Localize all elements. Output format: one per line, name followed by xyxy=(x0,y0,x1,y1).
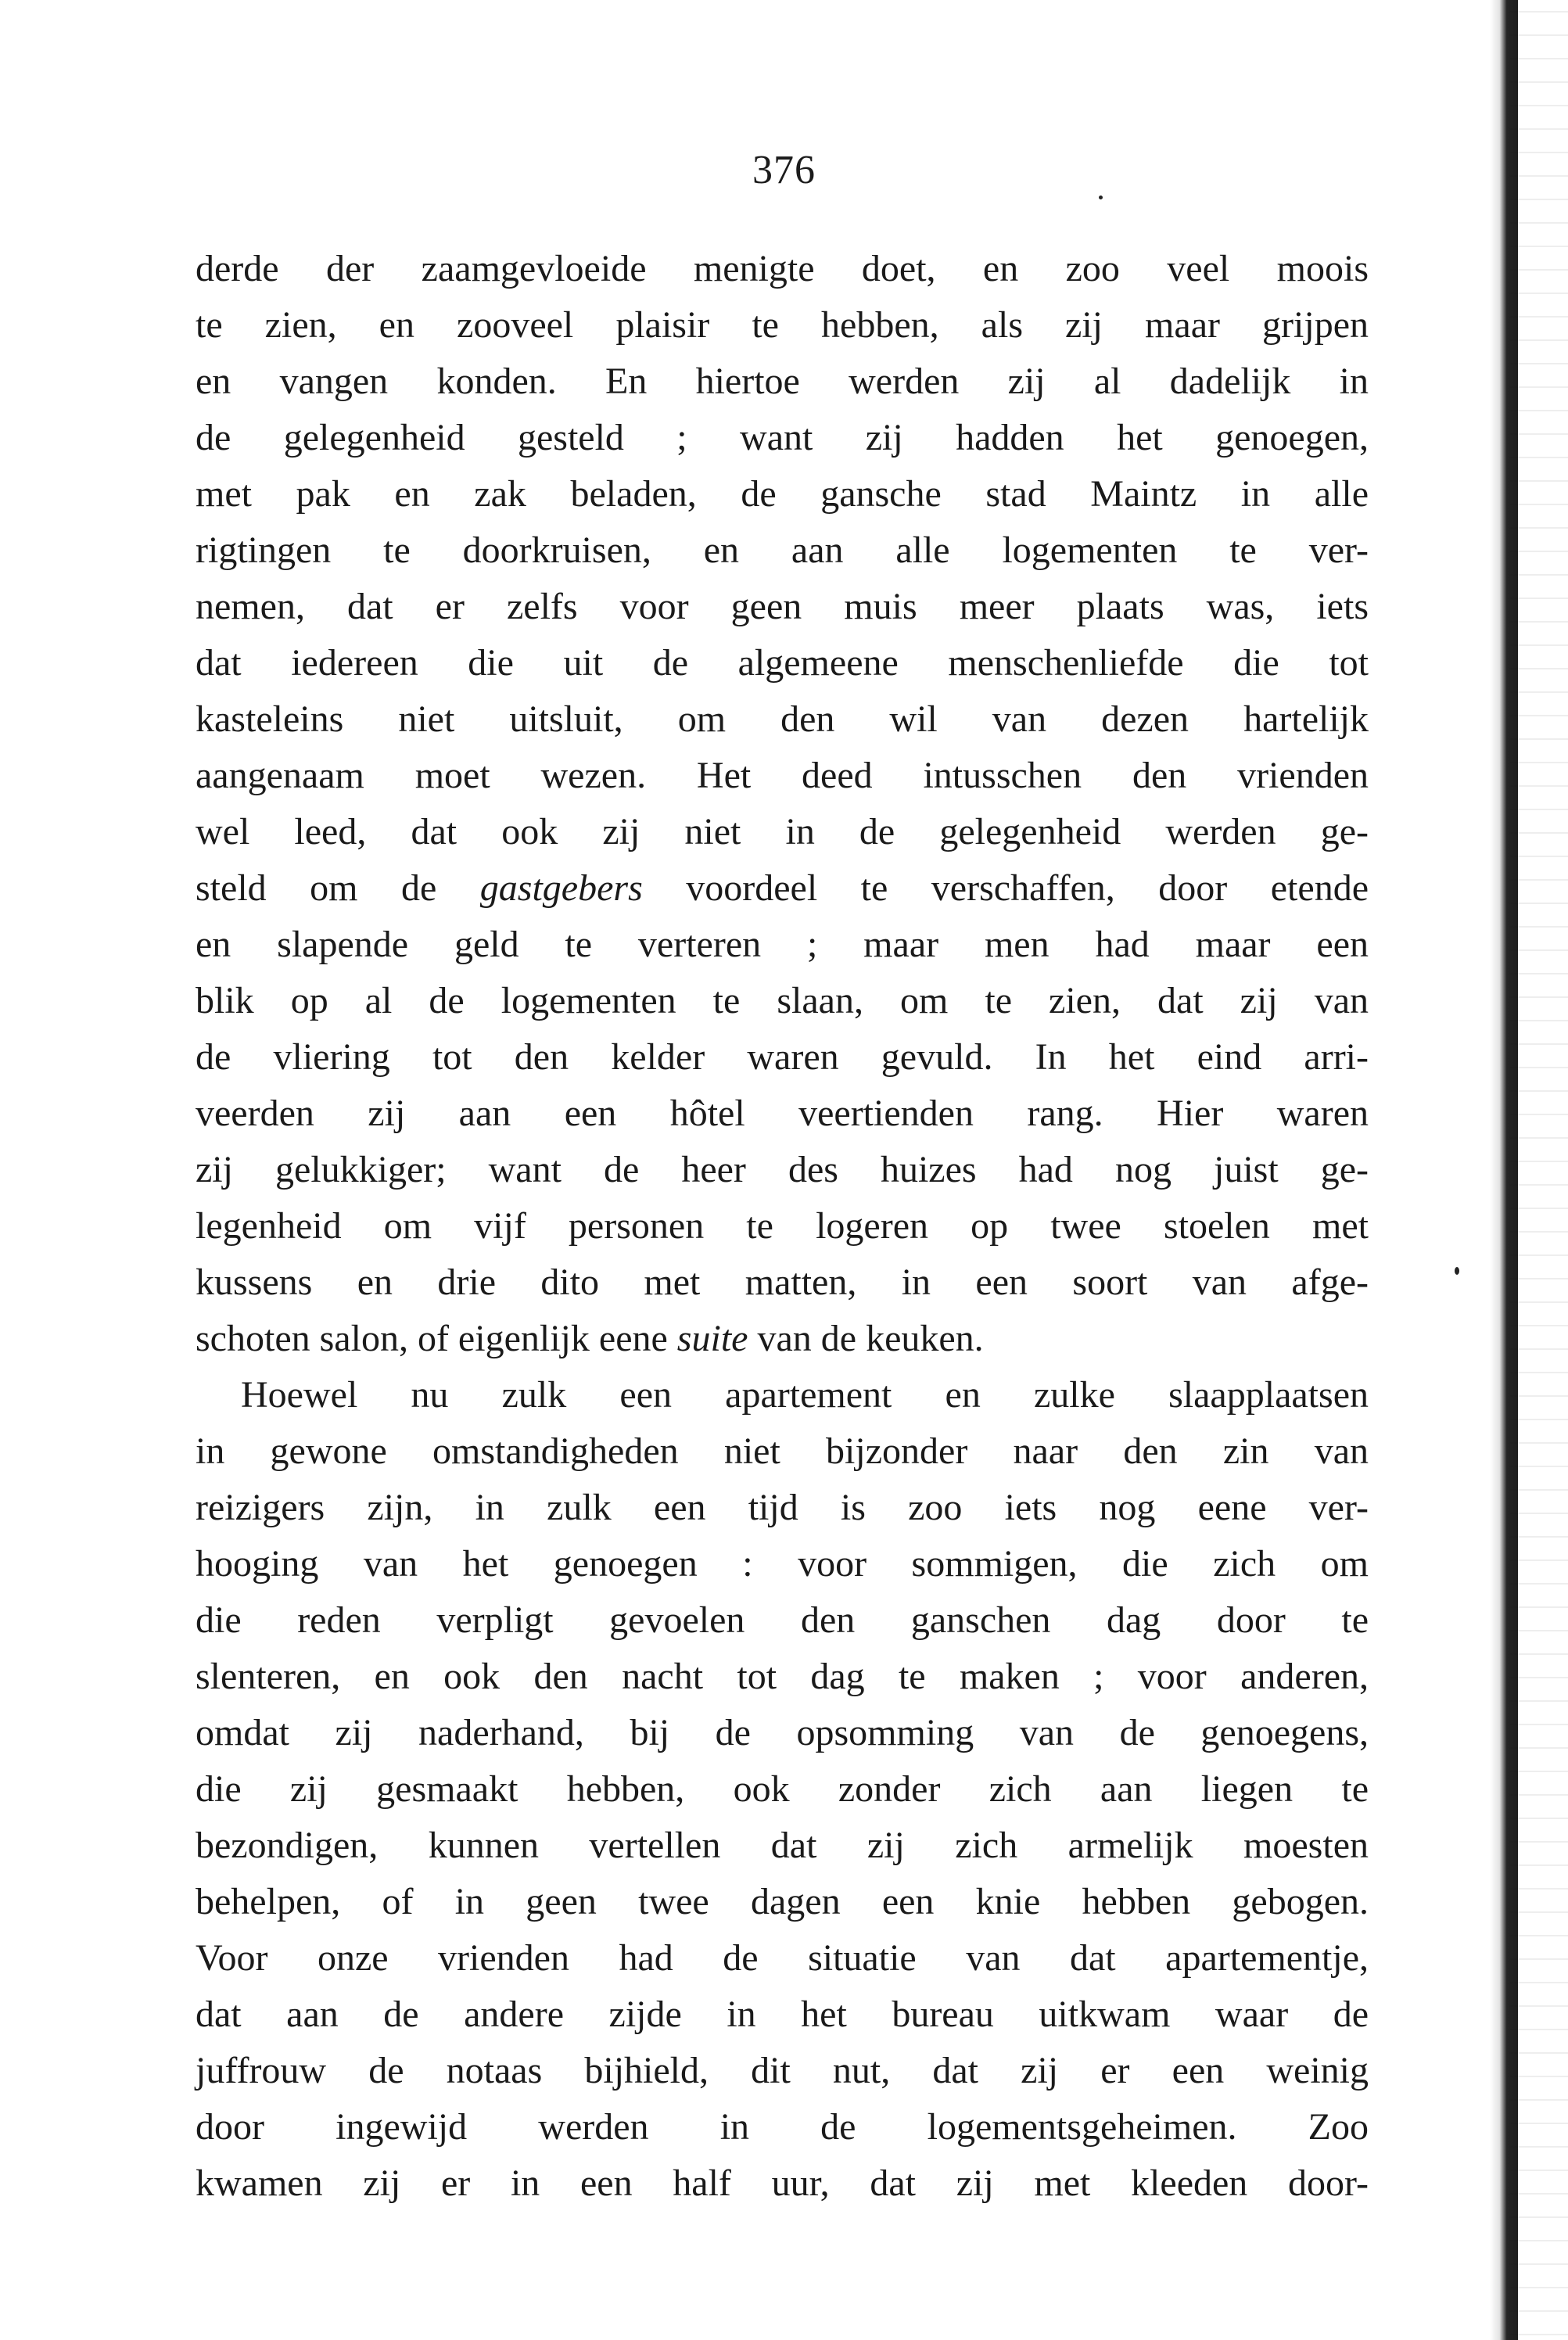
italic-word-suite: suite xyxy=(676,1318,748,1359)
text-line: hooging van het genoegen : voor sommigen, die zich om xyxy=(196,1543,1369,1585)
text-fragment: schoten salon, of eigenlijk eene xyxy=(196,1318,677,1359)
text-fragment: voordeel te verschaffen, door etende xyxy=(642,867,1369,909)
page-edge-texture xyxy=(1509,0,1568,2340)
text-line: omdat zij naderhand, bij de opsomming van de genoegens, xyxy=(196,1712,1369,1753)
paragraph-2 xyxy=(196,1367,1369,2212)
page-number: 376 xyxy=(752,148,816,192)
ink-speck xyxy=(1099,196,1103,199)
text-line: in gewone omstandigheden niet bijzonder naar den zin van xyxy=(196,1430,1369,1472)
text-line: wel leed, dat ook zij niet in de gelegenheid werden ge- xyxy=(196,811,1369,852)
text-line: kussens en drie dito met matten, in een soort van afge- xyxy=(196,1262,1369,1303)
text-line-with-italic xyxy=(196,860,1369,917)
text-line: die reden verpligt gevoelen den ganschen dag door te xyxy=(196,1599,1369,1641)
text-line: met pak en zak beladen, de gansche stad Maintz in alle xyxy=(196,473,1369,515)
text-line: te zien, en zooveel plaisir te hebben, als zij maar grijpen xyxy=(196,304,1369,346)
text-line: derde der zaamgevloeide menigte doet, en zoo veel moois xyxy=(196,248,1369,289)
text-line: kwamen zij er in een half uur, dat zij met kleeden door- xyxy=(196,2162,1369,2204)
text-fragment: steld om de xyxy=(196,867,480,909)
text-line: juffrouw de notaas bijhield, dit nut, dat zij er een weinig xyxy=(196,2050,1369,2091)
text-line: blik op al de logementen te slaan, om te zien, dat zij van xyxy=(196,980,1369,1021)
text-line: slenteren, en ook den nacht tot dag te maken ; voor anderen, xyxy=(196,1656,1369,1697)
ink-speck xyxy=(1455,1267,1459,1275)
text-line: nemen, dat er zelfs voor geen muis meer plaats was, iets xyxy=(196,586,1369,627)
text-line: veerden zij aan een hôtel veertienden rang. Hier waren xyxy=(196,1093,1369,1134)
text-line: zij gelukkiger; want de heer des huizes had nog juist ge- xyxy=(196,1149,1369,1190)
italic-word-gastgebers: gastgebers xyxy=(479,867,643,909)
text-line: dat aan de andere zijde in het bureau uitkwam waar de xyxy=(196,1994,1369,2035)
text-line: en slapende geld te verteren ; maar men had maar een xyxy=(196,924,1369,965)
text-line: rigtingen te doorkruisen, en aan alle logementen te ver- xyxy=(196,529,1369,571)
text-line: kasteleins niet uitsluit, om den wil van dezen hartelijk xyxy=(196,698,1369,740)
text-line: door ingewijd werden in de logementsgeheimen. Zoo xyxy=(196,2106,1369,2148)
text-line: de vliering tot den kelder waren gevuld. In het eind arri- xyxy=(196,1036,1369,1078)
text-line: aangenaam moet wezen. Het deed intusschen den vrienden xyxy=(196,755,1369,796)
text-line: die zij gesmaakt hebben, ook zonder zich aan liegen te xyxy=(196,1768,1369,1810)
text-line: de gelegenheid gesteld ; want zij hadden het genoegen, xyxy=(196,417,1369,458)
text-line: behelpen, of in geen twee dagen een knie hebben gebogen. xyxy=(196,1881,1369,1922)
text-line: bezondigen, kunnen vertellen dat zij zich armelijk moesten xyxy=(196,1825,1369,1866)
text-line: en vangen konden. En hiertoe werden zij al dadelijk in xyxy=(196,361,1369,402)
text-line: legenheid om vijf personen te logeren op twee stoelen met xyxy=(196,1205,1369,1247)
text-line: Voor onze vrienden had de situatie van dat apartementje, xyxy=(196,1937,1369,1979)
text-line-with-italic xyxy=(196,1311,1369,1367)
body-text xyxy=(196,241,1369,2212)
paragraph-1 xyxy=(196,241,1369,1367)
binding-shadow xyxy=(1490,0,1518,2340)
text-line: Hoewel nu zulk een apartement en zulke slaapplaatsen xyxy=(241,1374,1369,1416)
text-line: dat iedereen die uit de algemeene menschenliefde die tot xyxy=(196,642,1369,684)
text-line: reizigers zijn, in zulk een tijd is zoo iets nog eene ver- xyxy=(196,1487,1369,1528)
text-fragment: van de keuken. xyxy=(748,1318,984,1359)
